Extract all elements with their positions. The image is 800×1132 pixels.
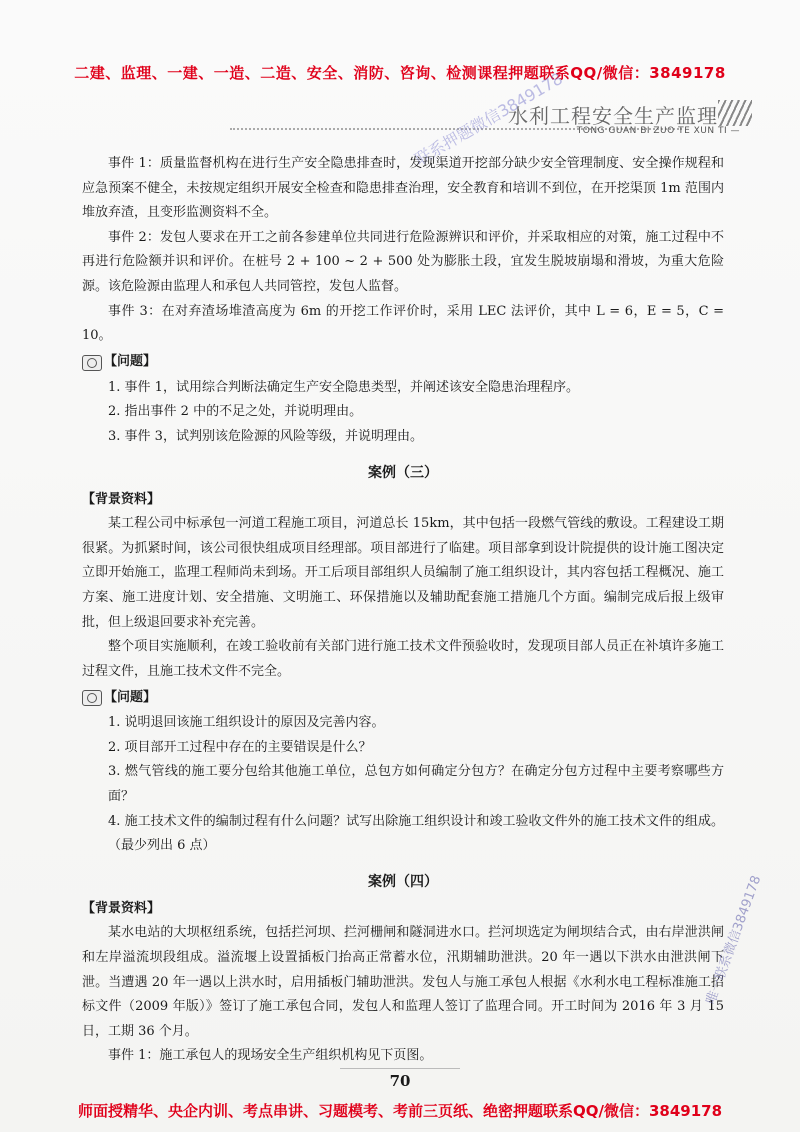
- running-header-title: 水利工程安全生产监理: [508, 104, 718, 128]
- top-promo-banner: 二建、监理、一建、一造、二造、安全、消防、咨询、检测课程押题联系QQ/微信：3849178: [74, 64, 726, 82]
- questions-heading: [82, 350, 724, 376]
- case-4-paragraph: 某水电站的大坝枢纽系统，包括拦河坝、拦河栅闸和隧洞进水口。拦河坝选定为闸坝结合式，由右岸泄洪闸和左岸溢流坝段组成。溢流堰上设置插板门抬高正常蓄水位，汛期辅助泄洪。20 年一遇以下洪水由泄洪闸下泄。当遭遇 20 年一遇以上洪水时，启用插板门辅助泄洪。发包人与施工承包人根据《水利水电工程标准施工招标文件（2009 年版）》签订了施工承包合同，发包人和监理人签订了监理合同。开工时间为 2016 年 3 月 15 日，工期 36 个月。: [82, 925, 724, 1039]
- page-number: 70: [389, 1072, 411, 1090]
- running-header-pinyin: TONG GUAN BI ZUO TE XUN TI —: [576, 126, 740, 136]
- question-item: 1. 说明退回该施工组织设计的原因及完善内容。: [108, 715, 385, 731]
- question-item: 3. 事件 3，试判别该危险源的风险等级，并说明理由。: [108, 428, 423, 444]
- event-1-paragraph: 事件 1：质量监督机构在进行生产安全隐患排查时，发现渠道开挖部分缺少安全管理制度、安全操作规程和应急预案不健全，未按规定组织开展安全检查和隐患排查治理，安全教育和培训不到位，在开挖渠顶 1m 范围内堆放弃渣，且变形监测资料不全。: [82, 156, 724, 221]
- questions-title: 【问题】: [104, 689, 157, 705]
- case-3-title: 案例（三）: [368, 464, 438, 481]
- bottom-promo-banner: 师面授精华、央企内训、考点串讲、习题模考、考前三页纸、绝密押题联系QQ/微信：3849178: [77, 1102, 723, 1120]
- questions-heading: [82, 685, 724, 711]
- question-item: 4. 施工技术文件的编制过程有什么问题？试写出除施工组织设计和竣工验收文件外的施工技术文件的组成。（最少列出 6 点）: [108, 813, 724, 854]
- question-item: 1. 事件 1，试用综合判断法确定生产安全隐患类型，并阐述该安全隐患治理程序。: [108, 379, 579, 395]
- question-item: 3. 燃气管线的施工要分包给其他施工单位，总包方如何确定分包方？在确定分包方过程中主要考察哪些方面？: [108, 764, 724, 805]
- page-content: [82, 152, 724, 1069]
- case-4-title: 案例（四）: [368, 873, 438, 890]
- event-3-paragraph: 事件 3：在对弃渣场堆渣高度为 6m 的开挖工作评价时，采用 LEC 法评价，其中 L = 6，E = 5，C = 10。: [82, 303, 724, 344]
- question-item: 2. 指出事件 2 中的不足之处，并说明理由。: [108, 404, 363, 420]
- header-stripes-decoration: [718, 100, 752, 126]
- case-4-background-label: 【背景资料】: [82, 900, 161, 916]
- question-item: 2. 项目部开工过程中存在的主要错误是什么？: [108, 739, 372, 755]
- diagonal-watermark: 联系押题微信3849178: [411, 68, 566, 170]
- question-icon: [82, 355, 102, 371]
- questions-title: 【问题】: [104, 354, 157, 370]
- case-4-paragraph: 事件 1：施工承包人的现场安全生产组织机构见下页图。: [108, 1048, 433, 1064]
- event-2-paragraph: 事件 2：发包人要求在开工之前各参建单位共同进行危险源辨识和评价，并采取相应的对策，施工过程中不再进行危险额并识和评价。在桩号 2 + 100 ~ 2 + 500 处为膨胀土段，宜发生脱坡崩塌和滑坡，为重大危险源。该危险源由监理人和承包人共同管控，发包人监督。: [82, 229, 724, 294]
- page-number-rule: [340, 1068, 460, 1069]
- case-3-paragraph: 整个项目实施顺利，在竣工验收前有关部门进行施工技术文件预验收时，发现项目部人员正在补填许多施工过程文件，且施工技术文件不完全。: [82, 639, 724, 679]
- side-watermark: 唯一联系微信3849178: [703, 873, 765, 1007]
- question-icon: [82, 690, 102, 706]
- case-3-paragraph: 某工程公司中标承包一河道工程施工项目，河道总长 15km，其中包括一段燃气管线的敷设。工程建设工期很紧。为抓紧时间，该公司很快组成项目经理部。项目部进行了临建。项目部拿到设计院提供的设计施工图决定立即开始施工，监理工程师尚未到场。开工后项目部组织人员编制了施工组织设计，其内容包括工程概况、施工方案、施工进度计划、安全措施、文明施工、环保措施以及辅助配套施工措施几个方面。编制完成后报上级审批，但上级退回要求补充完善。: [82, 516, 724, 630]
- case-3-background-label: 【背景资料】: [82, 491, 161, 507]
